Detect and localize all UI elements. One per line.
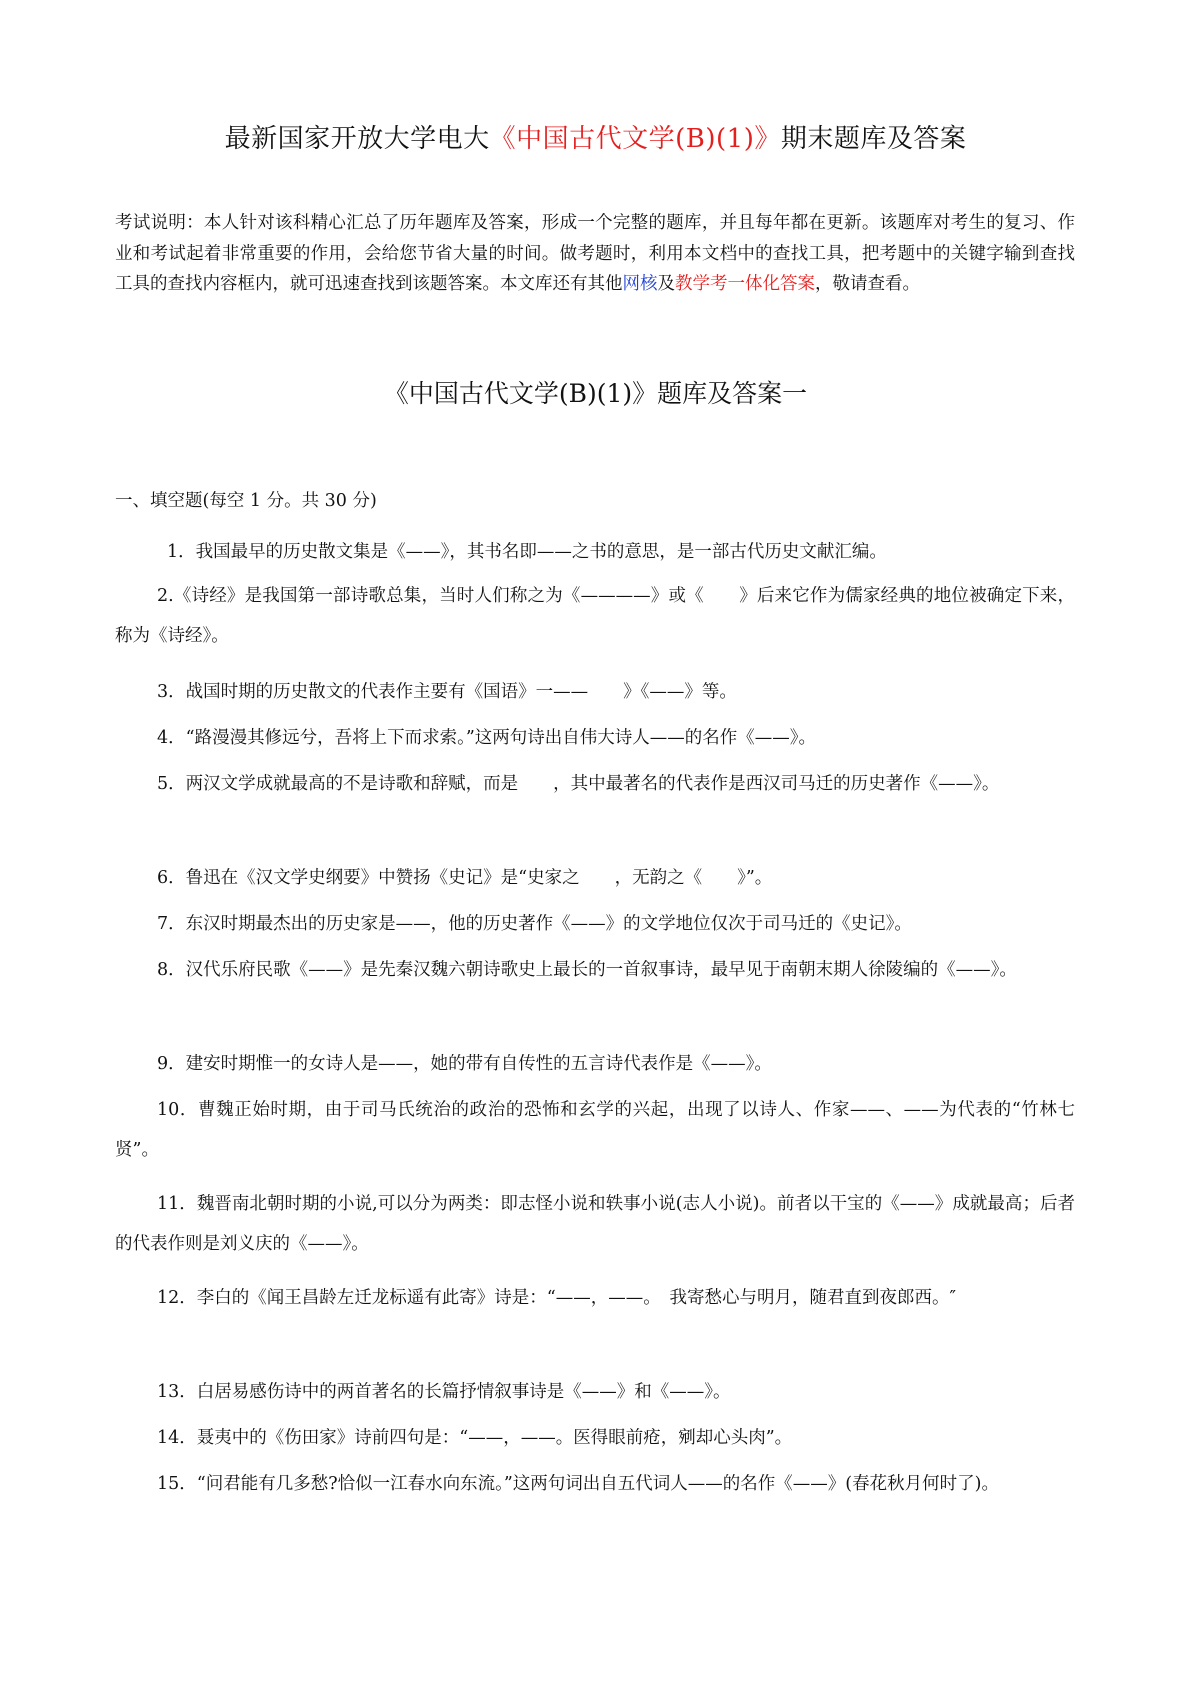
- question-section-heading: 一、填空题(每空 1 分。共 30 分): [115, 491, 377, 511]
- question-item: 7．东汉时期最杰出的历史家是——，他的历史著作《——》的文学地位仅次于司马迁的《史记》。: [157, 914, 912, 934]
- question-item: 11．魏晋南北朝时期的小说,可以分为两类：即志怪小说和轶事小说(志人小说)。前者以干宝的《——》成就最高；后者的代表作则是刘义庆的《——》。: [115, 1194, 1075, 1254]
- question-item: 3．战国时期的历史散文的代表作主要有《国语》一—— 》《——》等。: [157, 682, 737, 702]
- question-item: 10．曹魏正始时期，由于司马氏统治的政治的恐怖和玄学的兴起，出现了以诗人、作家——、——为代表的“竹林七贤”。: [115, 1100, 1075, 1160]
- question-item: 9．建安时期惟一的女诗人是——，她的带有自传性的五言诗代表作是《——》。: [157, 1054, 772, 1074]
- title-suffix: 期末题库及答案: [780, 124, 967, 154]
- intro-and: 及: [657, 274, 675, 294]
- intro-end: ，敬请查看。: [815, 274, 920, 294]
- question-item: 4．“路漫漫其修远兮，吾将上下而求索。”这两句诗出自伟大诗人——的名作《——》。: [157, 728, 817, 748]
- question-item: 8．汉代乐府民歌《——》是先秦汉魏六朝诗歌史上最长的一首叙事诗，最早见于南朝末期人徐陵编的《——》。: [157, 960, 1017, 980]
- title-course-name: 《中国古代文学(B)(1)》: [489, 124, 781, 154]
- question-item: 13．白居易感伤诗中的两首著名的长篇抒情叙事诗是《——》和《——》。: [157, 1382, 731, 1402]
- question-item: 15．“问君能有几多愁?恰似一江春水向东流。”这两句词出自五代词人——的名作《——》(春花秋月何时了)。: [157, 1474, 999, 1494]
- document-title: [0, 118, 1191, 155]
- exam-instructions: [115, 208, 1075, 300]
- intro-text: 考试说明：本人针对该科精心汇总了历年题库及答案，形成一个完整的题库，并且每年都在更新。该题库对考生的复习、作业和考试起着非常重要的作用，会给您节省大量的时间。做考题时，利用本文档中的查找工具，把考题中的关键字输到查找工具的查找内容框内，就可迅速查找到该题答案。本文库还有其他: [115, 213, 1075, 294]
- question-item: 1．我国最早的历史散文集是《——》，其书名即——之书的意思，是一部古代历史文献汇编。: [167, 542, 887, 562]
- section-title: 《中国古代文学(B)(1)》题库及答案一: [383, 379, 808, 408]
- intro-link-wanghe[interactable]: 网核: [622, 274, 658, 294]
- question-item: 6．鲁迅在《汉文学史纲要》中赞扬《史记》是“史家之 ，无韵之《 》”。: [157, 868, 773, 888]
- question-item: 14．聂夷中的《伤田家》诗前四句是：“——，——。医得眼前疮，剜却心头肉”。: [157, 1428, 793, 1448]
- question-item: 12．李白的《闻王昌龄左迁龙标遥有此寄》诗是：“——，——。 我寄愁心与明月，随君直到夜郎西。″: [157, 1288, 956, 1308]
- title-prefix: 最新国家开放大学电大: [224, 124, 490, 154]
- question-item: 5．两汉文学成就最高的不是诗歌和辞赋，而是 ，其中最著名的代表作是西汉司马迁的历史著作《——》。: [157, 774, 1000, 794]
- intro-link-answers[interactable]: 教学考一体化答案: [675, 274, 815, 294]
- question-item: 2.《诗经》是我国第一部诗歌总集，当时人们称之为《————》或《 》后来它作为儒家经典的地位被确定下来，称为《诗经》。: [115, 586, 1075, 646]
